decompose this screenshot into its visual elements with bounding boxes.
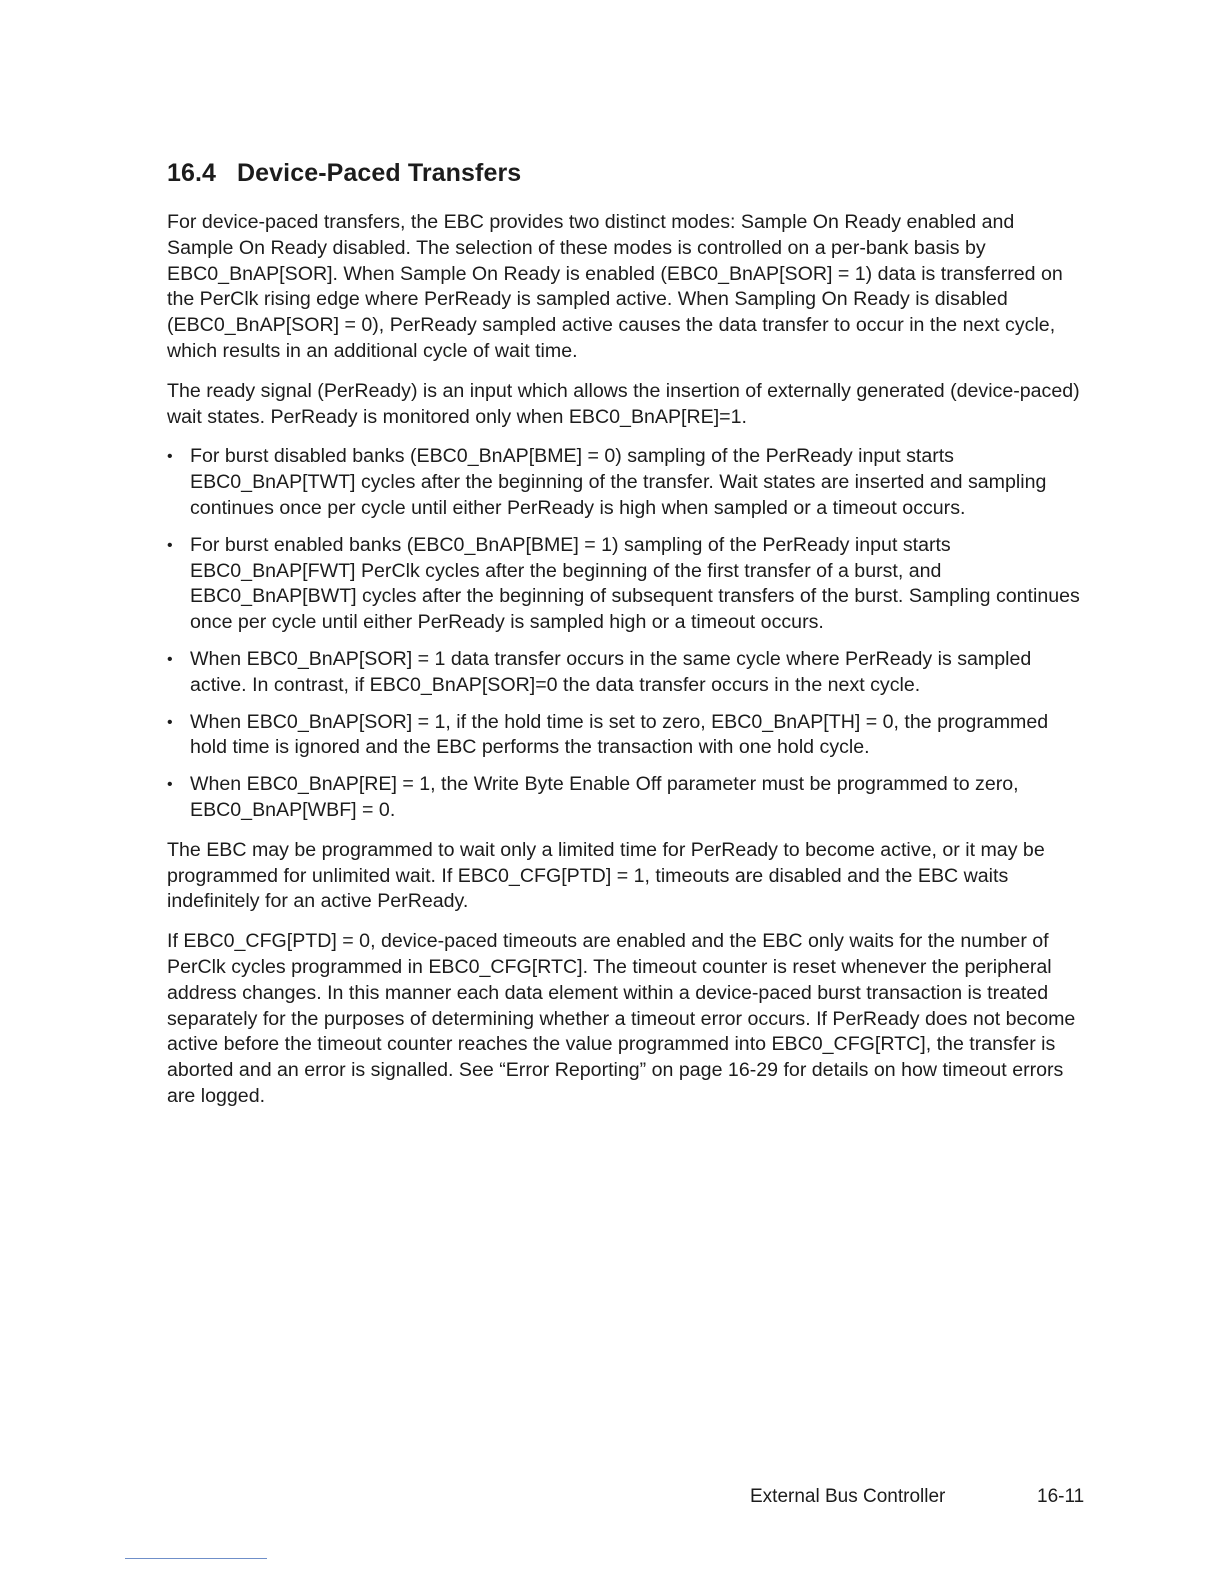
footer-chapter-title: External Bus Controller <box>750 1486 946 1507</box>
list-item-text: For burst disabled banks (EBC0_BnAP[BME] = 0) sampling of the PerReady input starts EBC0_BnAP[TWT] cycles after the beginning of the transfer. Wait states are inserted and sampling continues once per cycle until either PerReady is high when sampled or a timeout occurs. <box>190 445 1047 519</box>
list-item <box>167 533 1085 636</box>
paragraph: For device-paced transfers, the EBC provides two distinct modes: Sample On Ready enabled and Sample On Ready disabled. The selection of these modes is controlled on a per-bank basis by EBC0_BnAP[SOR]. When Sample On Ready is enabled (EBC0_BnAP[SOR] = 1) data is transferred on the PerClk rising edge where PerReady is sampled active. When Sampling On Ready is disabled (EBC0_BnAP[SOR] = 0), PerReady sampled active causes the data transfer to occur in the next cycle, which results in an additional cycle of wait time. <box>167 211 1063 362</box>
page-content <box>167 158 1085 1124</box>
page-footer <box>0 1486 1224 1510</box>
bullet-icon: • <box>167 650 173 668</box>
section-heading <box>167 158 1085 188</box>
list-item <box>167 647 1085 699</box>
list-item-text: When EBC0_BnAP[RE] = 1, the Write Byte Enable Off parameter must be programmed to zero, EBC0_BnAP[WBF] = 0. <box>190 773 1019 821</box>
paragraph: The ready signal (PerReady) is an input which allows the insertion of externally generated (device-paced) wait states. PerReady is monitored only when EBC0_BnAP[RE]=1. <box>167 379 1080 428</box>
bullet-icon: • <box>167 713 173 731</box>
footer-page-number: 16-11 <box>1037 1486 1085 1507</box>
section-number: 16.4 <box>167 159 217 187</box>
divider <box>125 1558 267 1559</box>
bullet-list <box>167 444 1085 823</box>
list-item-text: When EBC0_BnAP[SOR] = 1 data transfer occurs in the same cycle where PerReady is sampled active. In contrast, if EBC0_BnAP[SOR]=0 the data transfer occurs in the next cycle. <box>190 647 1032 696</box>
list-item <box>167 444 1085 521</box>
list-item-text: For burst enabled banks (EBC0_BnAP[BME] = 1) sampling of the PerReady input starts EBC0_BnAP[FWT] PerClk cycles after the beginning of the first transfer of a burst, and EBC0_BnAP[BWT] cycles after the beginning of subsequent transfers of the burst. Sampling continues once per cycle until either PerReady is sampled high or a timeout occurs. <box>190 533 1080 634</box>
bullet-icon: • <box>167 448 173 466</box>
bullet-icon: • <box>167 776 173 794</box>
paragraph: If EBC0_CFG[PTD] = 0, device-paced timeouts are enabled and the EBC only waits for the number of PerClk cycles programmed in EBC0_CFG[RTC]. The timeout counter is reset whenever the peripheral address changes. In this manner each data element within a device-paced burst transaction is treated separately for the purposes of determining whether a timeout error occurs. If PerReady does not become active before the timeout counter reaches the value programmed into EBC0_CFG[RTC], the transfer is aborted and an error is signalled. See “Error Reporting” on page 16-29 for details on how timeout errors are logged. <box>167 930 1076 1107</box>
list-item <box>167 772 1085 824</box>
bullet-icon: • <box>167 536 173 554</box>
list-item <box>167 710 1085 762</box>
list-item-text: When EBC0_BnAP[SOR] = 1, if the hold time is set to zero, EBC0_BnAP[TH] = 0, the programmed hold time is ignored and the EBC performs the transaction with one hold cycle. <box>190 710 1049 759</box>
section-title: Device-Paced Transfers <box>237 159 522 187</box>
paragraph: The EBC may be programmed to wait only a limited time for PerReady to become active, or it may be programmed for unlimited wait. If EBC0_CFG[PTD] = 1, timeouts are disabled and the EBC waits indefinitely for an active PerReady. <box>167 838 1045 913</box>
